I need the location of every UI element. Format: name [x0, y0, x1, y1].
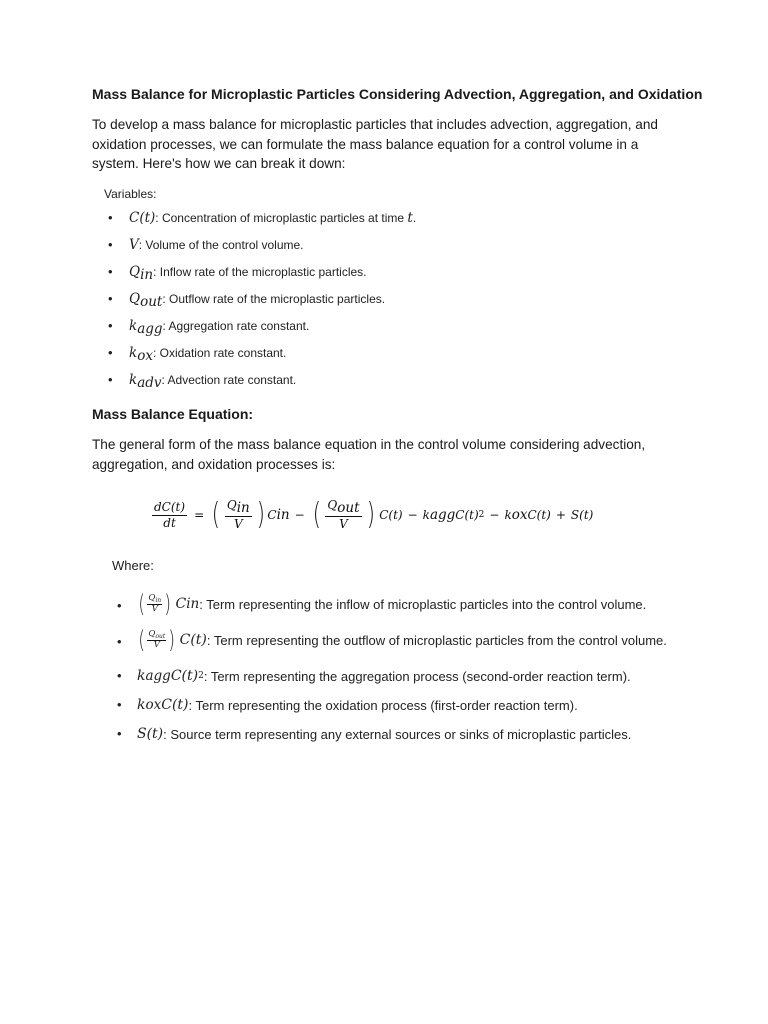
qout-symbol: Q: [327, 498, 338, 513]
kagg-subscript: agg: [429, 507, 456, 523]
variable-symbol: C(t): [129, 210, 156, 226]
bullet-icon: •: [108, 291, 113, 306]
volume-symbol: V: [339, 517, 348, 532]
k-symbol: k: [137, 668, 146, 684]
bullet-icon: •: [117, 634, 122, 649]
variable-symbol: V: [129, 237, 139, 253]
power-two: 2: [478, 510, 485, 520]
qin-symbol: Q: [226, 498, 237, 513]
minus-sign: −: [294, 508, 305, 522]
in-subscript: in: [186, 596, 200, 612]
variable-symbol: k: [129, 318, 138, 334]
variable-symbol: Q: [129, 264, 141, 280]
variable-symbol: Q: [129, 291, 141, 307]
inflow-fraction: [225, 499, 252, 531]
variable-symbol: k: [129, 372, 138, 388]
bullet-icon: •: [108, 237, 113, 252]
kox-symbol: k: [504, 508, 512, 522]
k-symbol: k: [137, 697, 146, 713]
kagg-symbol: k: [422, 508, 430, 522]
agg-subscript: agg: [145, 668, 171, 684]
variable-description: : Aggregation rate constant.: [162, 319, 310, 333]
where-description: : Term representing the aggregation process (second-order reaction term).: [203, 668, 631, 684]
outflow-fraction: [325, 499, 361, 531]
ct-symbol: C(t): [161, 697, 189, 713]
kox-subscript: ox: [511, 507, 528, 523]
volume-symbol: V: [233, 517, 243, 532]
source-term: S(t): [570, 508, 594, 522]
section-heading: Mass Balance Equation:: [92, 406, 254, 422]
intro-paragraph: To develop a mass balance for microplastic particles that includes advection, aggregation, and oxidation processes, we can formulate the mass balance equation for a control volume in a system. Here's how we can break it down:: [92, 117, 658, 171]
q-symbol: Q: [148, 628, 156, 639]
where-label: Where:: [112, 558, 154, 573]
variable-trailing: .: [412, 211, 417, 225]
bullet-icon: •: [117, 726, 122, 741]
where-description: : Source term representing any external sources or sinks of microplastic particles.: [163, 726, 632, 742]
variable-description: : Concentration of microplastic particles at time: [155, 211, 408, 225]
v-symbol: V: [153, 640, 160, 651]
general-paragraph: The general form of the mass balance equation in the control volume considering advection, aggregation, and oxidation processes is:: [92, 437, 646, 472]
c-symbol: C: [175, 596, 187, 612]
v-symbol: V: [151, 604, 158, 615]
q-symbol: Q: [148, 592, 156, 603]
document-title: Mass Balance for Microplastic Particles Considering Advection, Aggregation, and Oxidation: [92, 86, 703, 102]
lhs-fraction: [152, 501, 187, 529]
cin-symbol: C: [267, 508, 277, 522]
bullet-icon: •: [108, 345, 113, 360]
where-description: : Term representing the inflow of microplastic particles into the control volume.: [199, 596, 647, 612]
close-paren: ): [164, 590, 172, 618]
variables-label: Variables:: [104, 187, 157, 201]
open-paren: (: [138, 590, 145, 618]
bullet-icon: •: [108, 318, 113, 333]
variable-description: : Oxidation rate constant.: [152, 346, 287, 360]
outflow-fraction: [147, 630, 166, 650]
variable-description: : Outflow rate of the microplastic particles.: [162, 292, 386, 306]
minus-sign: −: [407, 508, 418, 522]
variable-symbol: k: [129, 345, 138, 361]
bullet-icon: •: [117, 697, 122, 712]
qin-subscript: in: [236, 500, 250, 517]
variable-subscript: out: [140, 294, 163, 310]
ct2-term: C(t): [455, 508, 479, 522]
equals-sign: =: [194, 508, 205, 522]
bullet-icon: •: [108, 264, 113, 279]
lhs-numerator: dC(t): [154, 499, 186, 514]
variable-subscript: adv: [137, 375, 162, 391]
variable-description: : Advection rate constant.: [161, 373, 297, 387]
ct-symbol: C(t): [179, 632, 207, 648]
cin-subscript: in: [276, 507, 290, 523]
variable-subscript: ox: [137, 348, 153, 364]
qout-subscript: out: [337, 500, 360, 517]
plus-sign: +: [555, 508, 566, 522]
ct-symbol: C(t): [170, 668, 199, 684]
bullet-icon: •: [108, 372, 113, 387]
variable-subscript: in: [140, 267, 154, 283]
minus-sign: −: [489, 508, 500, 522]
open-paren: (: [211, 497, 221, 532]
in-subscript: in: [155, 596, 162, 604]
open-paren: (: [312, 497, 321, 532]
where-description: : Term representing the oxidation process (first-order reaction term).: [188, 697, 578, 713]
ct3-term: C(t): [527, 508, 551, 522]
mass-balance-equation: [150, 492, 593, 538]
close-paren: ): [168, 626, 176, 654]
variable-symbol-inline: t: [407, 210, 413, 226]
out-subscript: out: [155, 632, 166, 640]
variable-description: : Volume of the control volume.: [138, 238, 304, 252]
ox-subscript: ox: [145, 697, 162, 713]
ct-term: C(t): [379, 508, 403, 522]
bullet-icon: •: [117, 668, 122, 683]
s-symbol: S(t): [137, 726, 164, 742]
where-description: : Term representing the outflow of microplastic particles from the control volume.: [206, 632, 667, 648]
variable-subscript: agg: [137, 321, 163, 337]
open-paren: (: [138, 626, 145, 654]
bullet-icon: •: [108, 210, 113, 225]
power-two: 2: [198, 671, 204, 681]
variable-description: : Inflow rate of the microplastic particles.: [153, 265, 367, 279]
inflow-fraction: [147, 594, 162, 614]
lhs-denominator: dt: [163, 515, 176, 530]
close-paren: ): [366, 497, 375, 532]
close-paren: ): [256, 497, 265, 532]
bullet-icon: •: [117, 598, 122, 613]
